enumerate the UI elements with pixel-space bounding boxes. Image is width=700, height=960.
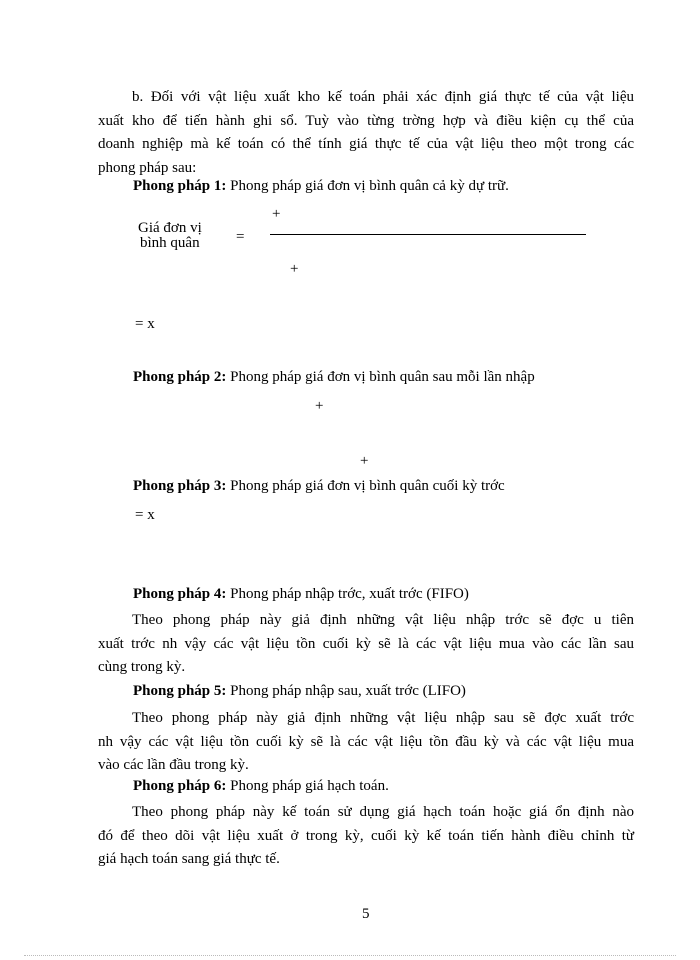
paragraph-b (98, 86, 634, 180)
paragraph-line: nh vậy các vật liệu tồn cuối kỳ sẽ là các vật liệu tồn đầu kỳ và các vật liệu mua (98, 733, 634, 750)
paragraph-line: xuất kho để tiến hành ghi sổ. Tuỳ vào từng trờng hợp và điều kiện cụ thể của (98, 112, 634, 129)
paragraph-line: giá hạch toán sang giá thực tế. (98, 851, 280, 867)
paragraph-line: đó để theo dõi vật liệu xuất ở trong kỳ, cuối kỳ kế toán tiến hành điều chỉnh từ (98, 827, 634, 844)
method-desc: Phong pháp nhập sau, xuất trớc (LIFO) (230, 683, 466, 699)
formula-label: bình quân (140, 235, 200, 251)
method-5-heading (133, 682, 466, 700)
paragraph-line: phong pháp sau: (98, 159, 197, 176)
paragraph-line: b. Đối với vật liệu xuất kho kế toán phải xác định giá thực tế của vật liệu (132, 89, 634, 105)
paragraph-line: Theo phong pháp này giả định những vật liệu nhập trớc sẽ đợc u tiên (132, 612, 634, 628)
paragraph-line: doanh nghiệp mà kế toán có thể tính giá thực tế của vật liệu theo một trong các (98, 136, 634, 152)
method-title: Phong pháp 6: (133, 778, 227, 794)
formula-eq-x: = x (135, 316, 155, 332)
method-title: Phong pháp 4: (133, 586, 227, 602)
method-desc: Phong pháp giá đơn vị bình quân sau mỗi lần nhập (230, 369, 535, 385)
method-desc: Phong pháp giá hạch toán. (230, 778, 389, 794)
paragraph-line: Theo phong pháp này giả định những vật liệu nhập sau sẽ đợc xuất trớc (132, 710, 634, 726)
method-2-heading (133, 368, 535, 386)
paragraph-fifo (98, 609, 634, 680)
method-3-heading (133, 477, 505, 495)
formula-label: Giá đơn vị (138, 220, 202, 236)
page-bottom-border (24, 955, 676, 956)
formula-eq-x: = x (135, 507, 155, 523)
method-desc: Phong pháp giá đơn vị bình quân cuối kỳ trớc (230, 478, 505, 494)
page-number: 5 (362, 906, 370, 922)
method-6-heading (133, 777, 389, 795)
method-desc: Phong pháp giá đơn vị bình quân cả kỳ dự trữ. (230, 178, 509, 194)
fraction-line (270, 234, 586, 235)
formula-equals: = (236, 229, 245, 245)
paragraph-lifo (98, 707, 634, 778)
paragraph-line: cùng trong kỳ. (98, 659, 186, 675)
formula-plus: + (290, 261, 299, 277)
paragraph-line: vào các lần đầu trong kỳ. (98, 757, 249, 773)
paragraph-line: xuất trớc nh vậy các vật liệu tồn cuối kỳ sẽ là các vật liệu mua vào các lần sau (98, 635, 634, 652)
method-desc: Phong pháp nhập trớc, xuất trớc (FIFO) (230, 586, 469, 602)
method-title: Phong pháp 3: (133, 478, 227, 494)
paragraph-line: Theo phong pháp này kế toán sử dụng giá hạch toán hoặc giá ổn định nào (132, 804, 634, 820)
method-title: Phong pháp 1: (133, 178, 227, 194)
formula-plus: + (272, 206, 281, 222)
formula-plus: + (315, 398, 324, 414)
method-title: Phong pháp 2: (133, 369, 227, 385)
method-1-heading (133, 177, 509, 195)
formula-plus: + (360, 453, 369, 469)
method-title: Phong pháp 5: (133, 683, 227, 699)
paragraph-hach-toan (98, 801, 634, 872)
method-4-heading (133, 585, 469, 603)
